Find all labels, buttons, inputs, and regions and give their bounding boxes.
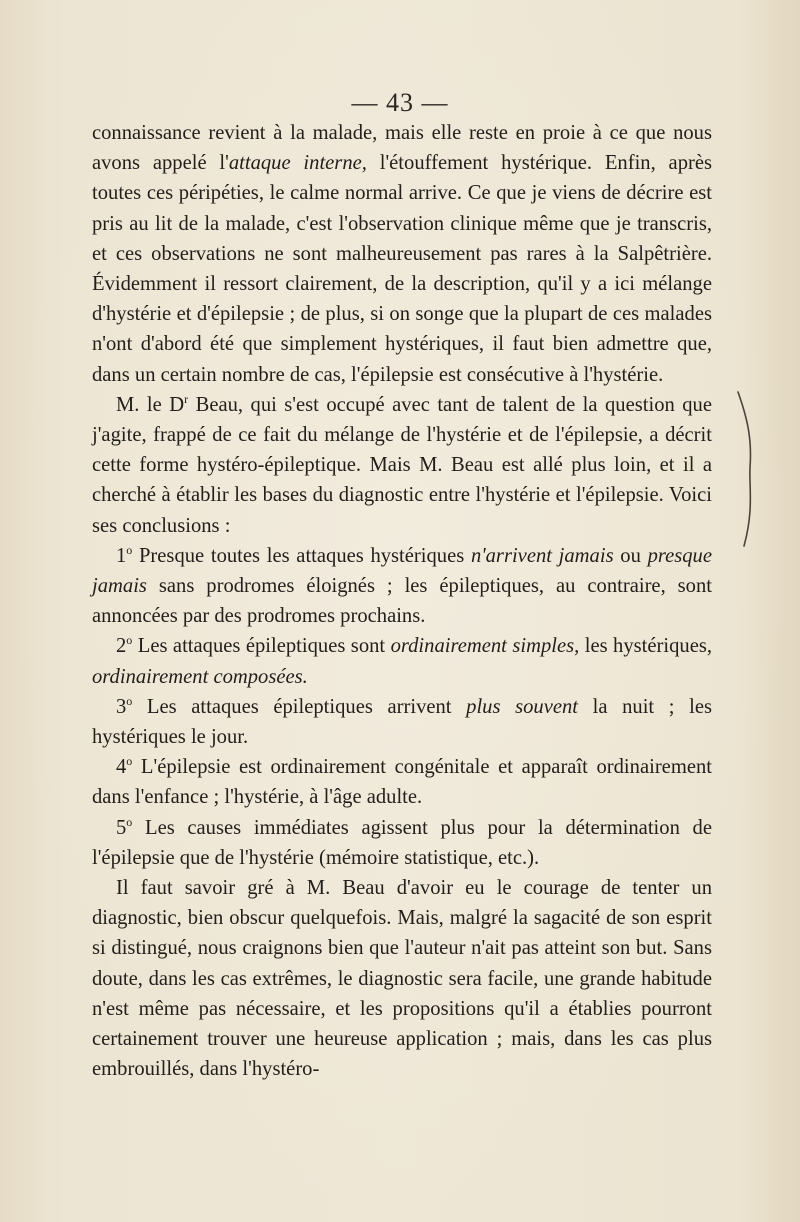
paragraph-p2 xyxy=(92,390,712,541)
text-run: Les attaques épileptiques sont xyxy=(132,635,391,658)
body-text xyxy=(92,118,712,1085)
text-run: 5 xyxy=(116,816,127,839)
text-run: Les attaques épileptiques arrivent xyxy=(132,695,467,718)
italic-text: n'arrivent jamais xyxy=(470,544,614,567)
superscript-text: o xyxy=(126,814,133,829)
text-run: ou xyxy=(613,544,648,567)
text-run: les hystériques, xyxy=(579,635,712,658)
italic-text: ordinairement simples, xyxy=(390,635,580,658)
italic-text: plus souvent xyxy=(466,695,579,718)
italic-text: presque jamais xyxy=(92,544,712,598)
text-run: L'épilepsie est ordinairement congénitale et apparaît ordinairement dans l'enfance ; l'hystérie, à l'âge adulte. xyxy=(92,756,712,809)
text-run: 4 xyxy=(116,756,127,779)
superscript-text: o xyxy=(126,754,133,769)
superscript-text: o xyxy=(126,542,133,557)
text-run: 1 xyxy=(116,544,127,567)
text-run: Il faut savoir gré à M. Beau d'avoir eu le courage de tenter un diagnostic, bien obscur quelquefois. Mais, malgré la sagacité de son esprit si distingué, nous craignons bien que l'auteur n'ait pas atteint son but. Sans doute, dans les cas extrêmes, le diagnostic sera facile, une grande habitude n'est même pas nécessaire, et les propositions qu'il a établies pourront certainement trouver une heureuse application ; mais, dans les cas plus embrouillés, dans l'hystéro- xyxy=(92,877,712,1081)
text-run: Presque toutes les attaques hystériques xyxy=(132,544,471,567)
text-run: Beau, qui s'est occupé avec tant de talent de la question que j'agite, frappé de ce fait du mélange de l'hystérie et de l'épilepsie, a décrit cette forme hystéro-épileptique. Mais M. Beau est allé plus loin, et il a cherché à établir les bases du diagnostic entre l'hystérie et l'épilepsie. Voici ses conclusions : xyxy=(92,393,712,537)
paragraph-p1 xyxy=(92,118,712,390)
text-run: la nuit ; les hystériques le jour. xyxy=(92,695,712,749)
superscript-text: o xyxy=(126,633,133,648)
paragraph-p8 xyxy=(92,873,712,1084)
text-run: 2 xyxy=(116,635,127,658)
text-run: M. le D xyxy=(116,393,185,416)
superscript-text: o xyxy=(126,694,133,708)
text-run: Les causes immédiates agissent plus pour la détermination de l'épilepsie que de l'hystérie (mémoire statistique, etc.). xyxy=(92,816,712,869)
paragraph-p7 xyxy=(92,813,712,873)
text-run: l'étouffement hystérique. Enfin, après toutes ces péripéties, le calme normal arrive. Ce que je viens de décrire est pris au lit de la malade, c'est l'observation clinique même que je transcris, et ces observations ne sont malheureusement pas rares à la Salpêtrière. Évidemment il ressort clairement, de la description, qu'il y a ici mélange d'hystérie et d'épilepsie ; de plus, si on songe que la plupart de ces malades n'ont d'abord été que simplement hystériques, il faut bien admettre que, dans un certain nombre de cas, l'épilepsie est consécutive à l'hystérie. xyxy=(92,152,713,386)
text-run: connaissance revient à la malade, mais elle reste en proie à ce que nous avons appelé l' xyxy=(92,122,712,175)
page-number: — 43 — xyxy=(351,88,449,117)
italic-text: ordinairement composées. xyxy=(92,665,308,688)
paragraph-p4 xyxy=(92,631,712,691)
italic-text: attaque interne, xyxy=(228,152,367,175)
paragraph-p6 xyxy=(92,752,712,812)
superscript-text: r xyxy=(184,391,189,406)
text-run: sans prodromes éloignés ; les épileptiques, au contraire, sont annoncées par des prodromes prochains. xyxy=(92,575,712,628)
paragraph-p3 xyxy=(92,541,712,632)
handwritten-margin-brace-mark xyxy=(734,390,760,550)
paragraph-p5 xyxy=(92,692,712,752)
text-run: 3 xyxy=(116,695,127,718)
